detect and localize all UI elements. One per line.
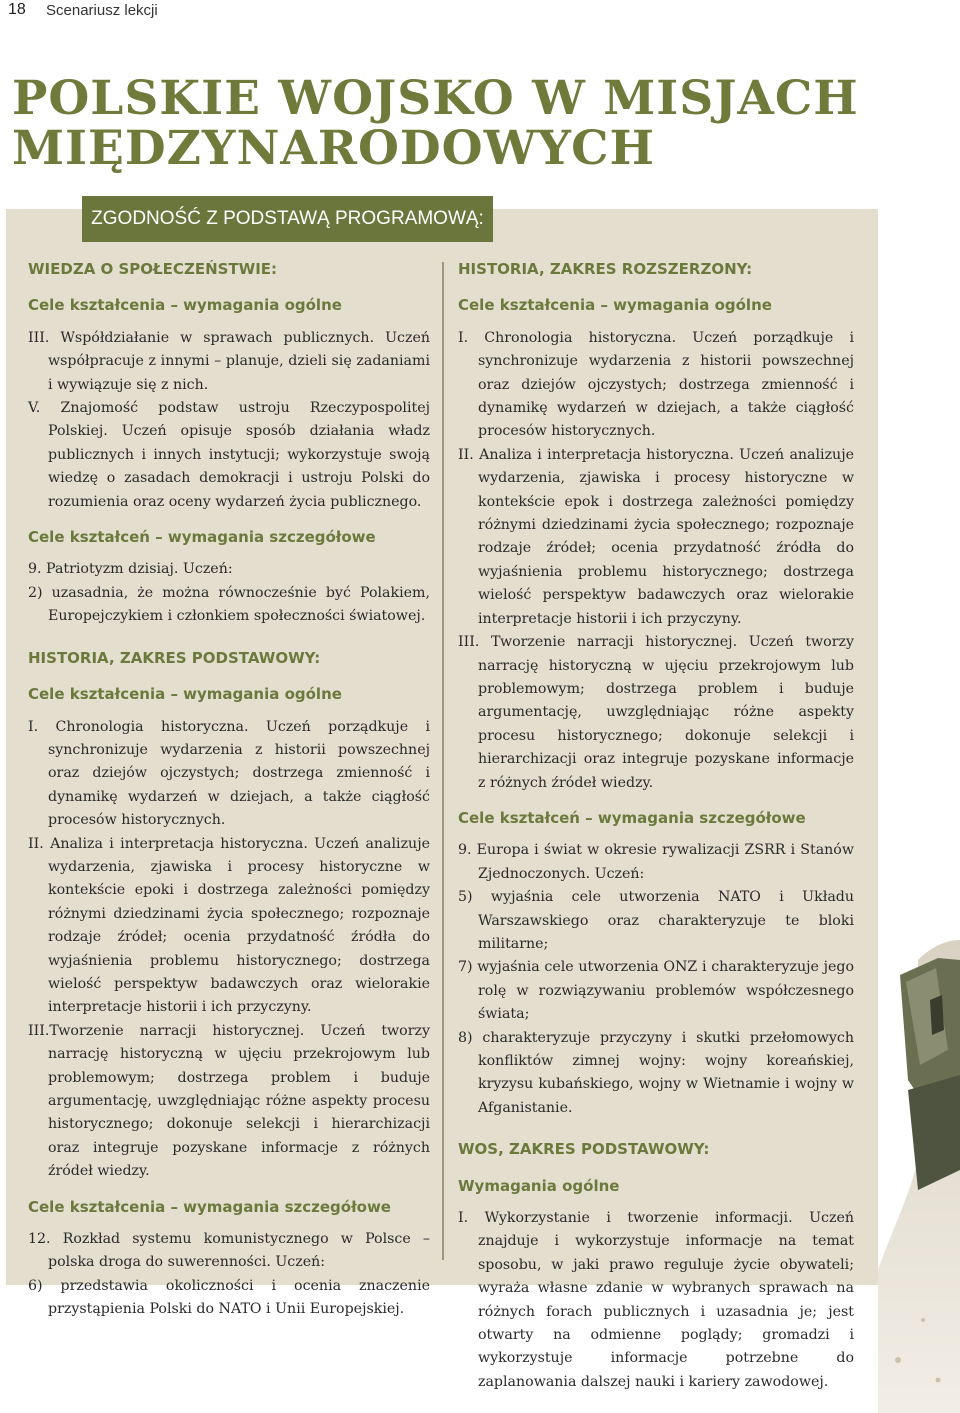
page-title-line-1: POLSKIE WOJSKO W MISJACH [12,71,859,126]
page-title-line-2: MIĘDZYNARODOWYCH [12,121,655,176]
military-vehicle-photo-icon [878,940,960,1413]
wos-detail-list [28,558,430,628]
list-item: I. Chronologia historyczna. Uczeń porządkuje i synchronizuje wydarzenia z historii powszechnej oraz dziejów ojczystych; dostrzega zmienność i dynamikę wydarzeń w dziejach, a także ciągłość procesów historycznych. [458,329,854,440]
history-general-list [28,716,430,1184]
subheading-general: Cele kształcenia – wymagania ogólne [458,296,772,315]
page-title [12,71,859,176]
curriculum-banner: ZGODNOŚĆ Z PODSTAWĄ PROGRAMOWĄ: [82,196,493,242]
list-item: III. Tworzenie narracji historycznej. Uczeń tworzy narrację historyczną w ujęciu przekrojowym lub problemowym; dostrzega problem i buduje argumentację, uwzględniając różne aspekty procesu historycznego; dokonuje selekcji i hierarchizacji oraz integruje pozyskane informacje z różnych źródeł wiedzy. [458,634,854,791]
wos-basic-list [458,1207,854,1394]
list-item: III.Tworzenie narracji historycznej. Uczeń tworzy narrację historyczną w ujęciu przekrojowym lub problemowym; dostrzega problem i buduje argumentację, uwzględniając różne aspekty procesu historycznego; dokonuje selekcji i hierarchizacji oraz integruje pozyskane informacje z różnych źródeł wiedzy. [28,1022,430,1180]
subheading-detailed: Cele kształceń – wymagania szczegółowe [28,528,376,547]
wos-general-list [28,327,430,514]
list-item: I. Chronologia historyczna. Uczeń porządkuje i synchronizuje wydarzenia z historii powszechnej oraz dziejów ojczystych; dostrzega zmienność i dynamikę wydarzeń w dziejach, a także ciągłość procesów historycznych. [28,718,430,829]
list-item: V. Znajomość podstaw ustroju Rzeczypospolitej Polskiej. Uczeń opisuje sposób działania władz publicznych i innych instytucji; wykorzystuje swoją wiedzę o zasadach demokracji i ustroju Polski do rozumienia oraz oceny wydarzeń życia publicznego. [28,400,430,510]
right-column [458,258,854,1394]
page-header [0,0,960,24]
history-ext-detail-list [458,839,854,1120]
running-title: Scenariusz lekcji [46,2,158,19]
history-ext-general-list [458,327,854,795]
column-divider [442,262,444,1260]
history-detail-list [28,1228,430,1322]
list-item: 2) uzasadnia, że można równocześnie być Polakiem, Europejczykiem i członkiem społeczności światowej. [28,584,430,625]
list-item: 9. Patriotyzm dzisiaj. Uczeń: [28,561,233,578]
list-item: 7) wyjaśnia cele utworzenia ONZ i charakteryzuje jego rolę w rozwiązywaniu problemów współczesnego świata; [458,959,854,1023]
list-item: 5) wyjaśnia cele utworzenia NATO i Układu Warszawskiego oraz charakteryzuje te bloki militarne; [458,889,854,952]
subheading-detailed: Cele kształcenia – wymagania szczegółowe [28,1197,391,1216]
subheading-general: Cele kształcenia – wymagania ogólne [28,296,342,315]
list-item: II. Analiza i interpretacja historyczna. Uczeń analizuje wydarzenia, zjawiska i procesy historyczne w kontekście epok i dostrzega zależności pomiędzy różnymi dziedzinami życia społecznego; rozpoznaje rodzaje źródeł; ocenia przydatność źródła do wyjaśnienia problemu historycznego; dostrzega wielość perspektyw badawczych oraz wielorakie interpretacje historii i ich przyczyny. [458,446,854,627]
section-heading-history-extended: HISTORIA, ZAKRES ROZSZERZONY: [458,260,753,278]
section-heading-history-basic: HISTORIA, ZAKRES PODSTAWOWY: [28,648,321,667]
list-item: 8) charakteryzuje przyczyny i skutki przełomowych konfliktów zimnej wojny: wojny koreańskiej, kryzysu kubańskiego, wojny w Wietnamie i wojny w Afganistanie. [458,1029,854,1116]
subheading-general: Cele kształcenia – wymagania ogólne [28,685,342,704]
list-item: II. Analiza i interpretacja historyczna. Uczeń analizuje wydarzenia, zjawiska i procesy historyczne w kontekście epoki i dostrzega zależności pomiędzy różnymi dziedzinami życia społecznego; rozpoznaje rodzaje źródeł; ocenia przydatność źródła do wyjaśnienia problemu historycznego; dostrzega wielość perspektyw badawczych oraz wielorakie interpretacje historii i ich przyczyny. [28,835,430,1016]
list-item: I. Wykorzystanie i tworzenie informacji. Uczeń znajduje i wykorzystuje informacje na temat sposobu, w jaki prawo reguluje życie obywateli; wyraża własne zdanie w wybranych sprawach na różnych forach publicznych i uzasadnia je; jest otwarty na odmienne poglądy; gromadzi i wykorzystuje informacje potrzebne do zaplanowania dalszej nauki i kariery zawodowej. [458,1210,854,1390]
list-item: III. Współdziałanie w sprawach publicznych. Uczeń współpracuje z innymi – planuje, dzieli się zadaniami i wywiązuje się z nich. [28,329,430,393]
subheading-general: Wymagania ogólne [458,1176,620,1195]
list-item: 6) przedstawia okoliczności i ocenia znaczenie przystąpienia Polski do NATO i Unii Europejskiej. [28,1277,430,1318]
section-heading-wos: WIEDZA O SPOŁECZEŃSTWIE: [28,260,278,278]
subheading-detailed: Cele kształceń – wymagania szczegółowe [458,808,806,827]
section-heading-wos-basic: WOS, ZAKRES PODSTAWOWY: [458,1140,710,1159]
list-item: 9. Europa i świat w okresie rywalizacji ZSRR i Stanów Zjednoczonych. Uczeń: [458,842,854,882]
page-number: 18 [8,1,26,18]
left-column [28,258,430,1322]
list-item: 12. Rozkład systemu komunistycznego w Polsce – polska droga do suwerenności. Uczeń: [28,1231,430,1271]
